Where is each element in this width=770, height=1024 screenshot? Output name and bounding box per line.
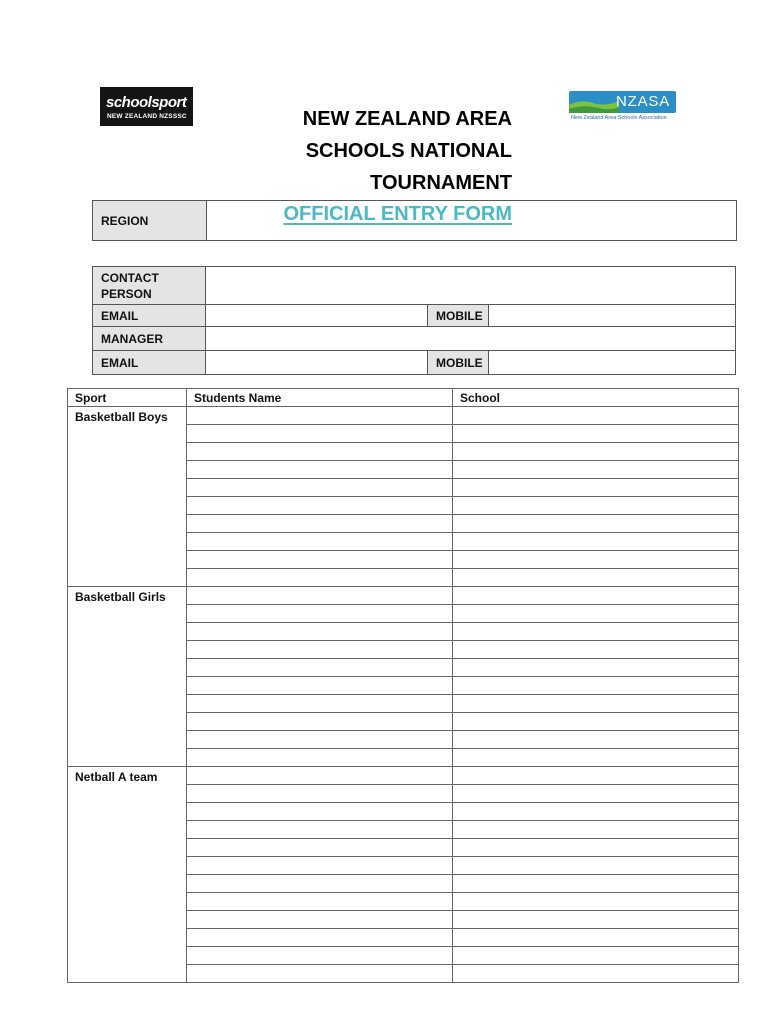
school-input[interactable] (453, 713, 739, 731)
page-title-line-2: SCHOOLS NATIONAL (305, 140, 512, 162)
student-name-input[interactable] (187, 605, 453, 623)
region-label: REGION (101, 214, 149, 228)
student-name-input[interactable] (187, 839, 453, 857)
school-input[interactable] (453, 605, 739, 623)
schoolsport-logo (100, 87, 193, 126)
mobile-label: MOBILE (428, 305, 489, 327)
page-title-line-3: TOURNAMENT (370, 172, 512, 194)
student-name-input[interactable] (187, 551, 453, 569)
student-name-input[interactable] (187, 875, 453, 893)
contact-person-label: CONTACT PERSON (93, 267, 206, 305)
student-name-input[interactable] (187, 911, 453, 929)
school-input[interactable] (453, 677, 739, 695)
school-input[interactable] (453, 875, 739, 893)
email-input[interactable] (206, 305, 428, 327)
school-input[interactable] (453, 731, 739, 749)
mobile-input[interactable] (489, 305, 736, 327)
school-input[interactable] (453, 749, 739, 767)
student-name-input[interactable] (187, 461, 453, 479)
school-input[interactable] (453, 785, 739, 803)
student-name-input[interactable] (187, 803, 453, 821)
student-name-input[interactable] (187, 821, 453, 839)
school-input[interactable] (453, 857, 739, 875)
email-label: EMAIL (93, 305, 206, 327)
manager-input[interactable] (206, 327, 736, 351)
student-name-input[interactable] (187, 425, 453, 443)
school-input[interactable] (453, 695, 739, 713)
student-name-input[interactable] (187, 407, 453, 425)
student-name-input[interactable] (187, 659, 453, 677)
school-input[interactable] (453, 929, 739, 947)
student-name-input[interactable] (187, 569, 453, 587)
sport-name-cell: Basketball Girls (68, 587, 187, 767)
manager-email-label: EMAIL (93, 351, 206, 375)
manager-email-input[interactable] (206, 351, 428, 375)
student-name-input[interactable] (187, 713, 453, 731)
student-name-input[interactable] (187, 533, 453, 551)
school-input[interactable] (453, 947, 739, 965)
school-input[interactable] (453, 443, 739, 461)
student-name-input[interactable] (187, 749, 453, 767)
student-name-input[interactable] (187, 515, 453, 533)
student-name-input[interactable] (187, 947, 453, 965)
school-input[interactable] (453, 839, 739, 857)
student-name-input[interactable] (187, 479, 453, 497)
school-input[interactable] (453, 425, 739, 443)
region-label-cell (93, 201, 207, 240)
nzasa-logo (569, 91, 677, 123)
school-input[interactable] (453, 641, 739, 659)
manager-mobile-label: MOBILE (428, 351, 489, 375)
manager-label: MANAGER (93, 327, 206, 351)
form-title: OFFICIAL ENTRY FORM (283, 203, 512, 225)
hills-icon (569, 91, 619, 113)
schoolsport-logo-subtext: NEW ZEALAND NZSSSC (107, 113, 187, 120)
school-input[interactable] (453, 407, 739, 425)
school-input[interactable] (453, 821, 739, 839)
entries-body (68, 407, 739, 983)
student-name-input[interactable] (187, 965, 453, 983)
school-input[interactable] (453, 479, 739, 497)
school-input[interactable] (453, 497, 739, 515)
table-row (68, 767, 739, 785)
school-input[interactable] (453, 911, 739, 929)
students-name-column-header: Students Name (187, 389, 453, 407)
sport-name-cell: Netball A team (68, 767, 187, 983)
page-title-line-1: NEW ZEALAND AREA (302, 108, 512, 130)
table-row (68, 407, 739, 425)
student-name-input[interactable] (187, 587, 453, 605)
school-column-header: School (453, 389, 739, 407)
student-name-input[interactable] (187, 695, 453, 713)
student-name-input[interactable] (187, 677, 453, 695)
contact-person-input[interactable] (206, 267, 736, 305)
student-name-input[interactable] (187, 443, 453, 461)
student-name-input[interactable] (187, 497, 453, 515)
nzasa-logo-abbr: NZASA (615, 93, 670, 110)
school-input[interactable] (453, 533, 739, 551)
student-name-input[interactable] (187, 767, 453, 785)
student-name-input[interactable] (187, 857, 453, 875)
school-input[interactable] (453, 965, 739, 983)
nzasa-logo-fullname: New Zealand Area Schools Association (571, 115, 667, 121)
nzasa-logo-badge (569, 91, 676, 113)
school-input[interactable] (453, 893, 739, 911)
school-input[interactable] (453, 551, 739, 569)
sport-name-cell: Basketball Boys (68, 407, 187, 587)
student-name-input[interactable] (187, 641, 453, 659)
student-name-input[interactable] (187, 731, 453, 749)
manager-mobile-input[interactable] (489, 351, 736, 375)
table-row (68, 587, 739, 605)
student-name-input[interactable] (187, 893, 453, 911)
school-input[interactable] (453, 803, 739, 821)
schoolsport-logo-text: schoolsport (106, 94, 187, 111)
school-input[interactable] (453, 767, 739, 785)
student-name-input[interactable] (187, 785, 453, 803)
school-input[interactable] (453, 461, 739, 479)
school-input[interactable] (453, 623, 739, 641)
entries-table (67, 388, 739, 983)
school-input[interactable] (453, 515, 739, 533)
contact-table (92, 266, 736, 375)
school-input[interactable] (453, 569, 739, 587)
student-name-input[interactable] (187, 929, 453, 947)
school-input[interactable] (453, 587, 739, 605)
school-input[interactable] (453, 659, 739, 677)
sport-column-header: Sport (68, 389, 187, 407)
student-name-input[interactable] (187, 623, 453, 641)
